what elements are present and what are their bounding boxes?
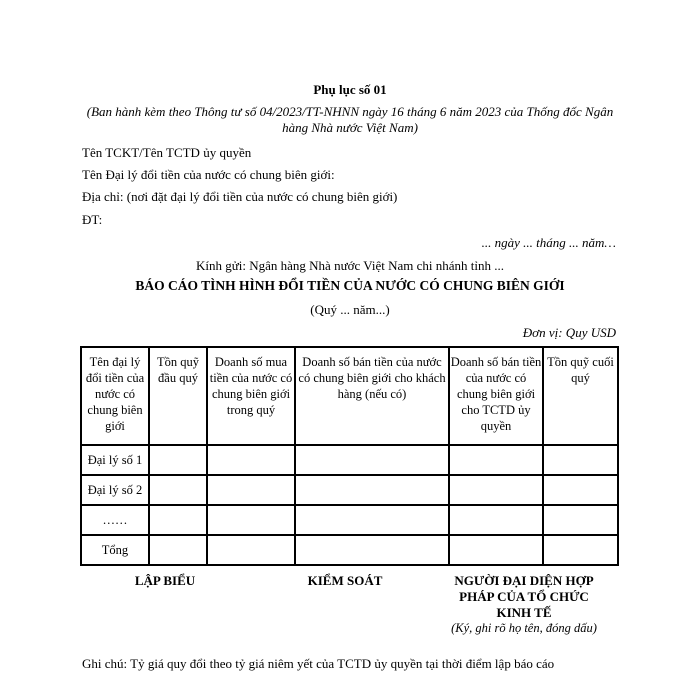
table-row — [81, 535, 618, 565]
table-cell — [543, 505, 618, 535]
header-purchase-volume: Doanh số mua tiền của nước có chung biên giới trong quý — [207, 347, 295, 445]
table-cell — [149, 505, 207, 535]
table-cell — [295, 475, 449, 505]
row-label-total: Tổng — [81, 535, 149, 565]
table-cell — [207, 535, 295, 565]
info-organization: Tên TCKT/Tên TCTD ủy quyền — [82, 145, 252, 160]
row-label-ellipsis: …… — [81, 505, 149, 535]
issued-with-note: (Ban hành kèm theo Thông tư số 04/2023/TT-NHNN ngày 16 tháng 6 năm 2023 của Thống đốc Ngân hàng Nhà nước Việt Nam) — [86, 104, 614, 135]
header-opening-balance: Tồn quỹ đầu quý — [149, 347, 207, 445]
table-cell — [149, 535, 207, 565]
recipient-line: Kính gửi: Ngân hàng Nhà nước Việt Nam chi nhánh tỉnh ... — [195, 258, 505, 273]
footnote: Ghi chú: Tỷ giá quy đổi theo tỷ giá niêm yết của TCTD ủy quyền tại thời điểm lập báo cáo — [82, 656, 555, 671]
report-table — [80, 346, 619, 566]
report-unit: Đơn vị: Quy USD — [522, 325, 616, 340]
table-cell — [207, 445, 295, 475]
table-cell — [295, 535, 449, 565]
table-cell — [543, 475, 618, 505]
header-agent-name: Tên đại lý đổi tiền của nước có chung biên giới — [81, 347, 149, 445]
info-agent-name: Tên Đại lý đổi tiền của nước có chung biên giới: — [82, 167, 335, 182]
table-cell — [207, 505, 295, 535]
table-cell — [543, 445, 618, 475]
table-cell — [449, 445, 543, 475]
header-sales-to-customers: Doanh số bán tiền của nước có chung biên giới cho khách hàng (nếu có) — [295, 347, 449, 445]
table-cell — [295, 505, 449, 535]
row-label-agent-2: Đại lý số 2 — [81, 475, 149, 505]
table-cell — [449, 505, 543, 535]
signature-preparer: LẬP BIỂU — [134, 573, 196, 588]
table-cell — [149, 445, 207, 475]
table-row — [81, 475, 618, 505]
table-row — [81, 505, 618, 535]
appendix-title: Phụ lục số 01 — [313, 82, 387, 97]
table-cell — [149, 475, 207, 505]
signature-controller: KIỂM SOÁT — [307, 573, 383, 588]
table-cell — [295, 445, 449, 475]
table-cell — [543, 535, 618, 565]
table-cell — [449, 475, 543, 505]
signature-representative: NGƯỜI ĐẠI DIỆN HỢP PHÁP CỦA TỔ CHỨC KINH TẾ — [454, 573, 594, 620]
header-closing-balance: Tồn quỹ cuối quý — [543, 347, 618, 445]
date-line: ... ngày ... tháng ... năm… — [481, 235, 616, 250]
report-title: BÁO CÁO TÌNH HÌNH ĐỔI TIỀN CỦA NƯỚC CÓ CHUNG BIÊN GIỚI — [135, 278, 565, 293]
info-address: Địa chỉ: (nơi đặt đại lý đổi tiền của nước có chung biên giới) — [82, 189, 398, 204]
signature-representative-note: (Ký, ghi rõ họ tên, đóng dấu) — [451, 621, 597, 635]
table-header-row — [81, 347, 618, 445]
table-cell — [207, 475, 295, 505]
header-sales-to-bank: Doanh số bán tiền của nước có chung biên giới cho TCTD ủy quyền — [449, 347, 543, 445]
row-label-agent-1: Đại lý số 1 — [81, 445, 149, 475]
report-period: (Quý ... năm...) — [310, 302, 390, 317]
table-cell — [449, 535, 543, 565]
info-phone: ĐT: — [82, 212, 103, 227]
table-row — [81, 445, 618, 475]
